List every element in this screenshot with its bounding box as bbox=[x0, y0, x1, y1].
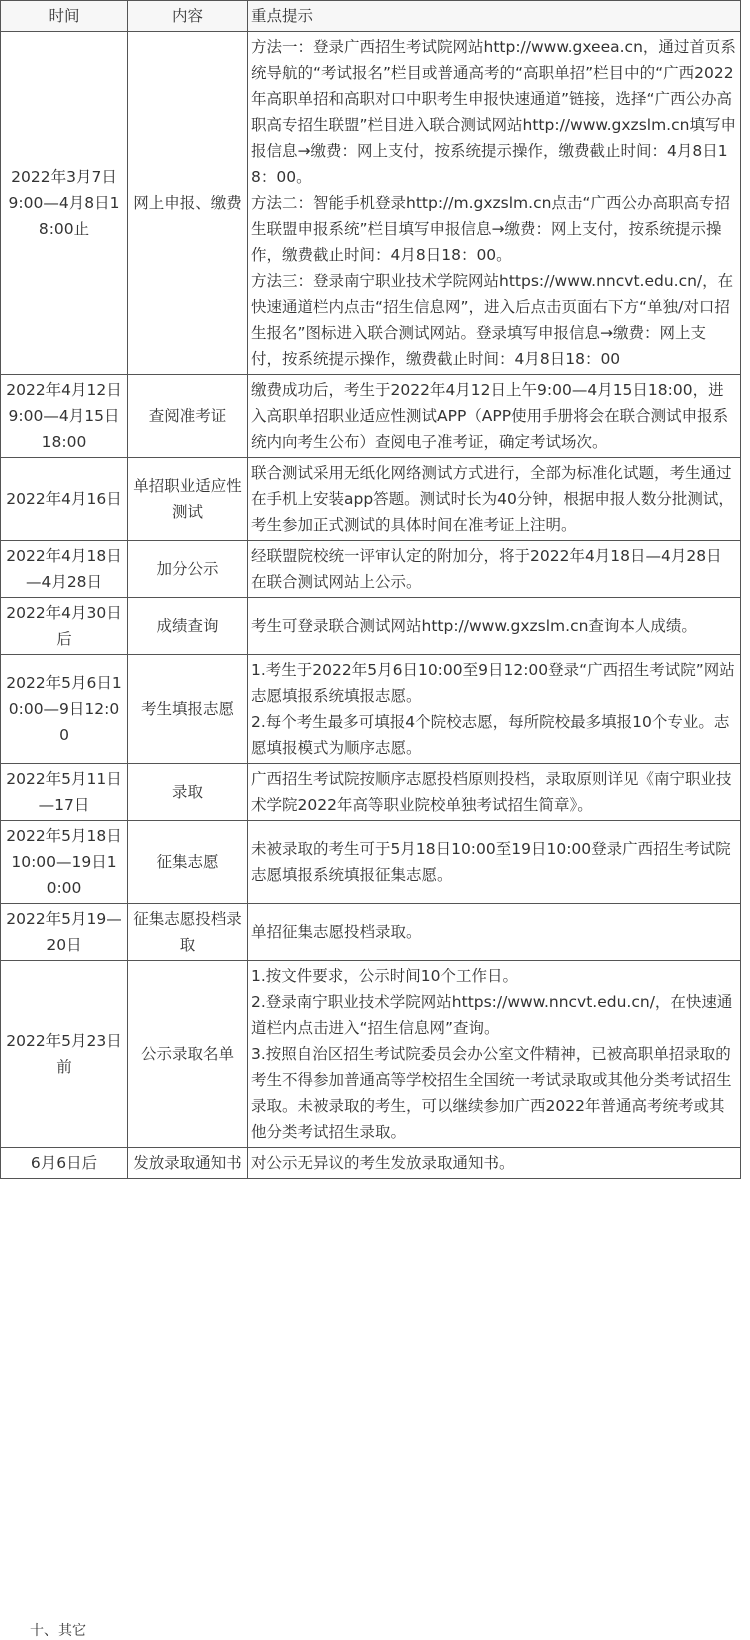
note-paragraph: 方法三：登录南宁职业技术学院网站https://www.nncvt.edu.cn/，在快速通道栏内点击“招生信息网”，进入后点击页面右下方“单独/对口招生报名”图标进入联合测试网站。登录填写申报信息→缴费：网上支付，按系统提示操作，缴费截止时间：4月8日18：00 bbox=[251, 272, 734, 368]
time-cell: 2022年5月6日10:00—9日12:00 bbox=[1, 655, 128, 764]
time-cell: 2022年4月16日 bbox=[1, 458, 128, 541]
content-cell: 单招职业适应性测试 bbox=[128, 458, 248, 541]
table-row bbox=[1, 764, 741, 821]
notes-cell bbox=[248, 598, 741, 655]
note-paragraph: 方法二：智能手机登录http://m.gxzslm.cn点击“广西公办高职高专招生联盟申报系统”栏目填写申报信息→缴费：网上支付，按系统提示操作，缴费截止时间：4月8日18：00。 bbox=[251, 194, 730, 264]
content-cell: 录取 bbox=[128, 764, 248, 821]
table-row bbox=[1, 598, 741, 655]
content-cell: 考生填报志愿 bbox=[128, 655, 248, 764]
notes-cell bbox=[248, 961, 741, 1148]
notes-cell bbox=[248, 764, 741, 821]
table-row bbox=[1, 961, 741, 1148]
notes-cell bbox=[248, 655, 741, 764]
time-cell: 2022年4月30日后 bbox=[1, 598, 128, 655]
time-cell: 2022年4月18日—4月28日 bbox=[1, 541, 128, 598]
table-row bbox=[1, 655, 741, 764]
note-paragraph: 1.按文件要求，公示时间10个工作日。 bbox=[251, 967, 519, 985]
note-paragraph: 2.登录南宁职业技术学院网站https://www.nncvt.edu.cn/，在快速通道栏内点击进入“招生信息网”查询。 bbox=[251, 993, 733, 1037]
note-paragraph: 对公示无异议的考生发放录取通知书。 bbox=[251, 1154, 515, 1172]
time-cell: 6月6日后 bbox=[1, 1148, 128, 1179]
note-paragraph: 方法一：登录广西招生考试院网站http://www.gxeea.cn，通过首页系统导航的“考试报名”栏目或普通高考的“高职单招”栏目中的“广西2022年高职单招和高职对口中职考生申报快速通道”链接，选择“广西公办高职高专招生联盟”栏目进入联合测试网站http://www.gxzslm.cn填写申报信息→缴费：网上支付，按系统提示操作，缴费截止时间：4月8日18：00。 bbox=[251, 38, 736, 186]
table-row bbox=[1, 32, 741, 375]
time-cell: 2022年4月12日9:00—4月15日18:00 bbox=[1, 375, 128, 458]
note-paragraph: 联合测试采用无纸化网络测试方式进行，全部为标准化试题，考生通过在手机上安装app答题。测试时长为40分钟，根据申报人数分批测试，考生参加正式测试的具体时间在准考证上注明。 bbox=[251, 464, 734, 534]
content-cell: 征集志愿 bbox=[128, 821, 248, 904]
content-cell: 成绩查询 bbox=[128, 598, 248, 655]
content-cell: 加分公示 bbox=[128, 541, 248, 598]
header-notes: 重点提示 bbox=[248, 1, 741, 32]
table-row bbox=[1, 821, 741, 904]
note-paragraph: 缴费成功后，考生于2022年4月12日上午9:00—4月15日18:00，进入高职单招职业适应性测试APP（APP使用手册将会在联合测试申报系统内向考生公布）查阅电子准考证，确定考试场次。 bbox=[251, 381, 729, 451]
content-cell: 发放录取通知书 bbox=[128, 1148, 248, 1179]
time-cell: 2022年3月7日9:00—4月8日18:00止 bbox=[1, 32, 128, 375]
notes-cell bbox=[248, 821, 741, 904]
table-row bbox=[1, 904, 741, 961]
notes-cell bbox=[248, 1148, 741, 1179]
table-row bbox=[1, 458, 741, 541]
header-time: 时间 bbox=[1, 1, 128, 32]
table-row bbox=[1, 541, 741, 598]
content-cell: 网上申报、缴费 bbox=[128, 32, 248, 375]
content-cell: 征集志愿投档录取 bbox=[128, 904, 248, 961]
notes-cell bbox=[248, 541, 741, 598]
table-header-row bbox=[1, 1, 741, 32]
notes-cell bbox=[248, 458, 741, 541]
next-section-heading: 十、其它 bbox=[30, 1623, 86, 1639]
notes-cell bbox=[248, 32, 741, 375]
content-cell: 查阅准考证 bbox=[128, 375, 248, 458]
content-cell: 公示录取名单 bbox=[128, 961, 248, 1148]
table-row bbox=[1, 375, 741, 458]
note-paragraph: 2.每个考生最多可填报4个院校志愿，每所院校最多填报10个专业。志愿填报模式为顺序志愿。 bbox=[251, 713, 730, 757]
note-paragraph: 广西招生考试院按顺序志愿投档原则投档，录取原则详见《南宁职业技术学院2022年高等职业院校单独考试招生简章》。 bbox=[251, 770, 732, 814]
note-paragraph: 3.按照自治区招生考试院委员会办公室文件精神，已被高职单招录取的考生不得参加普通高等学校招生全国统一考试录取或其他分类考试招生录取。未被录取的考生，可以继续参加广西2022年普通高考统考或其他分类考试招生录取。 bbox=[251, 1045, 732, 1141]
notes-cell bbox=[248, 904, 741, 961]
note-paragraph: 未被录取的考生可于5月18日10:00至19日10:00登录广西招生考试院志愿填报系统填报征集志愿。 bbox=[251, 840, 731, 884]
note-paragraph: 1.考生于2022年5月6日10:00至9日12:00登录“广西招生考试院”网站志愿填报系统填报志愿。 bbox=[251, 661, 735, 705]
note-paragraph: 考生可登录联合测试网站http://www.gxzslm.cn查询本人成绩。 bbox=[251, 617, 697, 635]
header-content: 内容 bbox=[128, 1, 248, 32]
notes-cell bbox=[248, 375, 741, 458]
time-cell: 2022年5月23日前 bbox=[1, 961, 128, 1148]
time-cell: 2022年5月11日—17日 bbox=[1, 764, 128, 821]
time-cell: 2022年5月18日10:00—19日10:00 bbox=[1, 821, 128, 904]
table-row bbox=[1, 1148, 741, 1179]
note-paragraph: 经联盟院校统一评审认定的附加分，将于2022年4月18日—4月28日在联合测试网站上公示。 bbox=[251, 547, 722, 591]
time-cell: 2022年5月19—20日 bbox=[1, 904, 128, 961]
note-paragraph: 单招征集志愿投档录取。 bbox=[251, 923, 422, 941]
